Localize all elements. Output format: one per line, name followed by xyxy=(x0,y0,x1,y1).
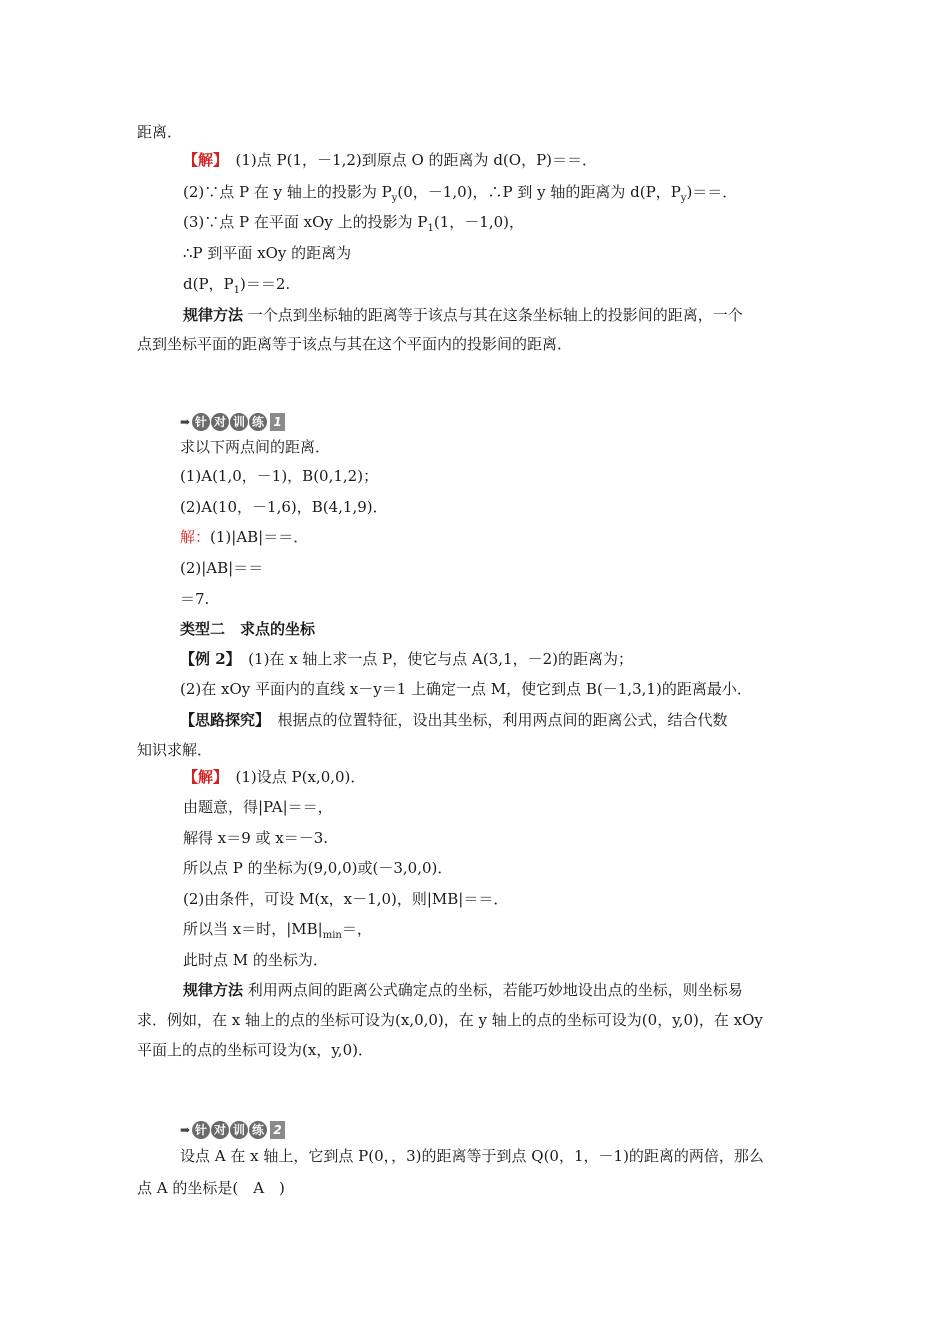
banner-char: 训 xyxy=(230,413,248,431)
text-line: 由题意，得|PA|＝＝， xyxy=(183,798,333,816)
text-line: (2)A(10，－1,6)，B(4,1,9)． xyxy=(180,498,388,516)
text: 一个点到坐标轴的距离等于该点与其在这条坐标轴上的投影间的距离，一个 xyxy=(243,306,743,324)
solution-line xyxy=(180,527,308,547)
text: (2)∵点 P 在 y 轴上的投影为 P xyxy=(183,183,392,201)
text: 利用两点间的距离公式确定点的坐标，若能巧妙地设出点的坐标，则坐标易 xyxy=(243,981,743,999)
text-line: 知识求解． xyxy=(137,741,213,759)
banner-char: 对 xyxy=(211,1121,229,1139)
text: 所以当 x＝时，|MB| xyxy=(183,920,323,938)
text-line xyxy=(183,212,524,239)
text: 根据点的位置特征，设出其坐标，利用两点间的距离公式，结合代数 xyxy=(262,711,728,729)
solution-line xyxy=(183,767,365,787)
subscript: 1 xyxy=(427,223,434,234)
subscript: y xyxy=(391,193,398,204)
solution-line xyxy=(183,150,597,170)
analysis-line xyxy=(180,710,728,730)
text: )＝＝． xyxy=(686,183,738,201)
text-line: (2)在 xOy 平面内的直线 x－y＝1 上确定一点 M，使它到点 B(－1,3,1)的距离最小． xyxy=(180,680,752,698)
section-heading: 类型二 求点的坐标 xyxy=(180,620,316,638)
text-line: ＝7. xyxy=(180,590,210,608)
text: (1)设点 P(x,0,0)． xyxy=(220,768,366,786)
analysis-tag: 【思路探究】 xyxy=(180,711,263,729)
text-line: 求．例如，在 x 轴上的点的坐标可设为(x,0,0)，在 y 轴上的点的坐标可设为(0，y,0)，在 xOy xyxy=(137,1011,763,1029)
text-line xyxy=(183,182,737,209)
text-line: (1)A(1,0，－1)，B(0,1,2)； xyxy=(180,467,379,485)
text-line: 所以点 P 的坐标为(9,0,0)或(－3,0,0)． xyxy=(183,859,453,877)
banner-number: 1 xyxy=(270,413,285,431)
arrow-icon: ➡ xyxy=(180,415,191,429)
text: (0，－1,0)，∴P 到 y 轴的距离为 d(P，P xyxy=(397,183,681,201)
example-tag: 【例 2】 xyxy=(180,650,234,668)
text: ＝， xyxy=(341,920,372,938)
text-line: 点 A 的坐标是( A ) xyxy=(137,1179,285,1197)
text-line: 平面上的点的坐标可设为(x，y,0)． xyxy=(137,1041,373,1059)
banner-char: 练 xyxy=(249,413,267,431)
text: d(P，P xyxy=(183,275,234,293)
subscript: y xyxy=(680,193,687,204)
text-line: (2)|AB|＝＝ xyxy=(180,559,264,577)
example-line xyxy=(180,649,633,669)
banner-number: 2 xyxy=(270,1121,285,1139)
solution-tag: 解： xyxy=(180,528,211,546)
method-line xyxy=(183,305,743,325)
text-line: 此时点 M 的坐标为． xyxy=(183,951,328,969)
text-line: 解得 x＝9 或 x＝－3. xyxy=(183,829,329,847)
text: (1)在 x 轴上求一点 P，使它与点 A(3,1，－2)的距离为； xyxy=(233,650,633,668)
banner-char: 针 xyxy=(192,1121,210,1139)
subscript: min xyxy=(322,930,342,941)
banner-char: 对 xyxy=(211,413,229,431)
banner-char: 练 xyxy=(249,1121,267,1139)
text-line xyxy=(183,919,372,946)
text: )＝＝2. xyxy=(240,275,291,293)
text: (1，－1,0)， xyxy=(433,213,524,231)
banner-char: 针 xyxy=(192,413,210,431)
practice-banner-2 xyxy=(180,1121,285,1139)
method-tag: 规律方法 xyxy=(183,981,244,999)
solution-tag: 【解】 xyxy=(183,151,221,169)
subscript: 1 xyxy=(233,285,241,296)
banner-char: 训 xyxy=(230,1121,248,1139)
text-line: ∴P 到平面 xOy 的距离为 xyxy=(183,244,352,262)
method-line xyxy=(183,980,743,1000)
solution-tag: 【解】 xyxy=(183,768,221,786)
text-line xyxy=(183,274,290,301)
text-line: 求以下两点间的距离． xyxy=(180,438,331,456)
arrow-icon: ➡ xyxy=(180,1123,191,1137)
text: (3)∵点 P 在平面 xOy 上的投影为 P xyxy=(183,213,428,231)
practice-banner-1 xyxy=(180,413,285,431)
text-line: 设点 A 在 x 轴上，它到点 P(0，，3)的距离等于到点 Q(0，1，－1)的距离的两倍，那么 xyxy=(180,1147,764,1165)
text: (1)|AB|＝＝． xyxy=(210,528,309,546)
method-tag: 规律方法 xyxy=(183,306,244,324)
text: (1)点 P(1，－1,2)到原点 O 的距离为 d(O，P)＝＝． xyxy=(220,151,598,169)
text-line: 点到坐标平面的距离等于该点与其在这个平面内的投影间的距离． xyxy=(137,335,573,353)
text-line: 距离． xyxy=(137,123,183,141)
text-line: (2)由条件，可设 M(x，x－1,0)，则|MB|＝＝． xyxy=(183,890,509,908)
